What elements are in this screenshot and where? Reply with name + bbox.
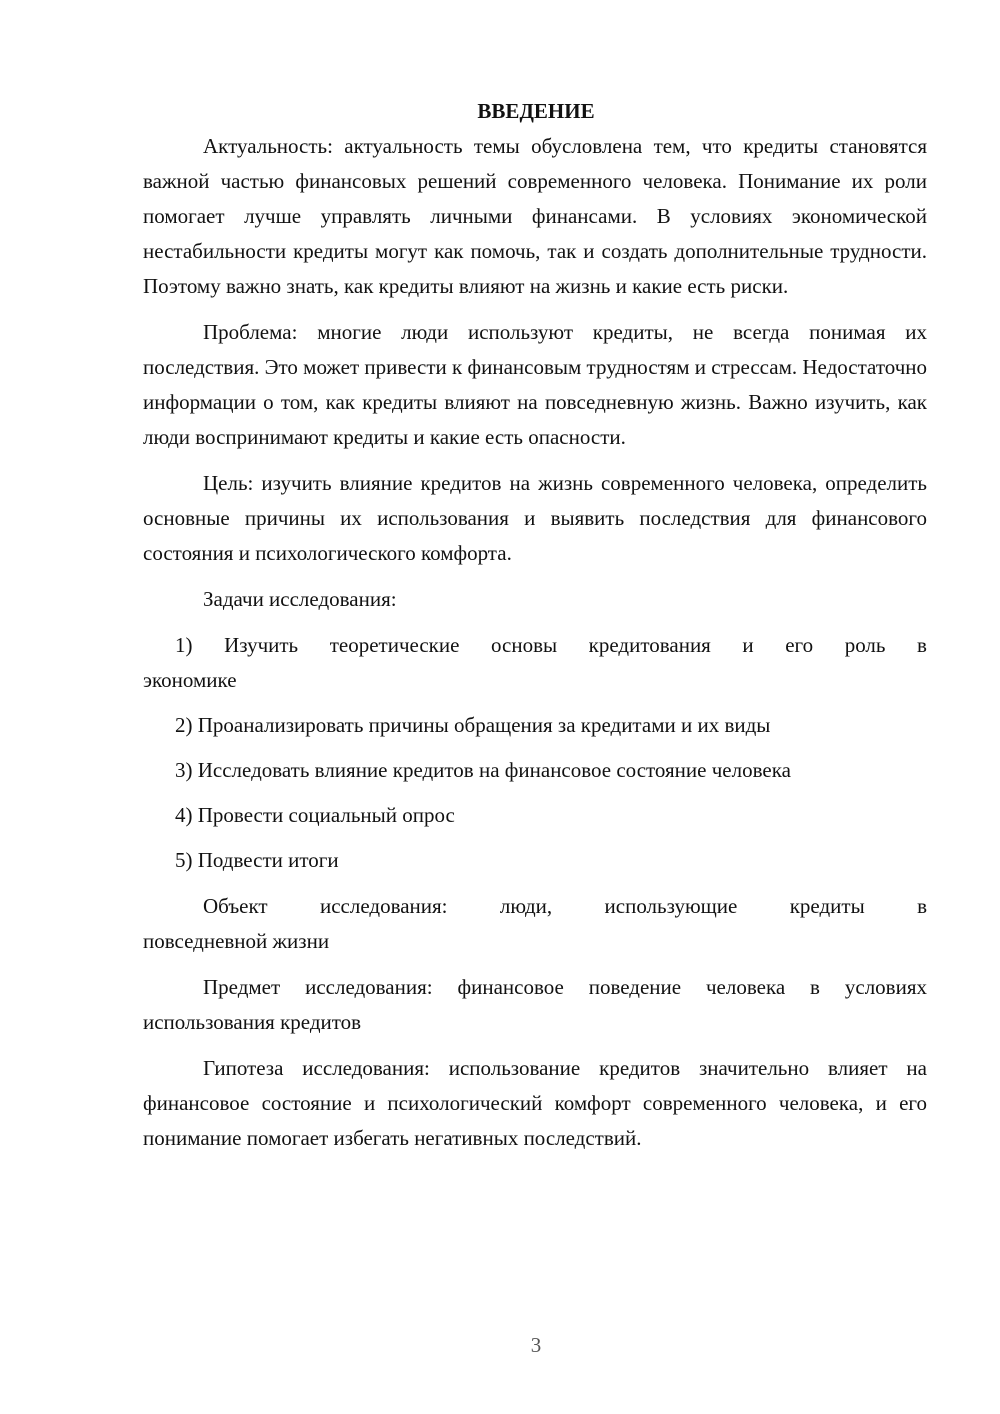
task-item-1 — [143, 628, 927, 698]
task-item-1-first-line — [143, 628, 927, 663]
problem-paragraph: Проблема: многие люди используют кредиты, не всегда понимая их последствия. Это может привести к финансовым трудностям и стрессам. Недостаточно информации о том, как кредиты влияют на повседневную жизнь. Важно изучить, как люди воспринимают кредиты и какие есть опасности. — [143, 320, 927, 449]
object-word: кредиты — [789, 894, 865, 918]
page-title: ВВЕДЕНИЕ — [477, 99, 595, 123]
task-1-word: его — [785, 633, 814, 657]
task-1-word: теоретические — [329, 633, 460, 657]
task-item-4: 4) Провести социальный опрос — [175, 803, 455, 827]
object-word: Объект — [203, 894, 268, 918]
object-tail: повседневной жизни — [143, 929, 330, 953]
task-1-word: в — [917, 633, 927, 657]
object-first-line — [143, 889, 927, 924]
task-item-1-tail: экономике — [143, 668, 237, 692]
task-1-word: основы — [491, 633, 558, 657]
task-item-3: 3) Исследовать влияние кредитов на финансовое состояние человека — [175, 758, 791, 782]
task-1-word: 1) — [175, 633, 193, 657]
hypothesis-paragraph: Гипотеза исследования: использование кредитов значительно влияет на финансовое состояние и психологический комфорт современного человека, и его понимание помогает избегать негативных последствий. — [143, 1056, 927, 1150]
object-word: использующие — [604, 894, 738, 918]
object-word: люди, — [499, 894, 553, 918]
task-1-word: кредитования — [588, 633, 711, 657]
task-1-word: и — [742, 633, 754, 657]
object-paragraph — [143, 889, 927, 959]
tasks-heading: Задачи исследования: — [203, 587, 397, 611]
goal-paragraph: Цель: изучить влияние кредитов на жизнь современного человека, определить основные причины их использования и выявить последствия для финансового состояния и психологического комфорта. — [143, 471, 927, 565]
task-item-2: 2) Проанализировать причины обращения за кредитами и их виды — [175, 713, 771, 737]
task-item-5: 5) Подвести итоги — [175, 848, 339, 872]
page-number: 3 — [530, 1333, 542, 1357]
subject-paragraph: Предмет исследования: финансовое поведение человека в условиях использования кредитов — [143, 975, 927, 1034]
task-1-word: Изучить — [224, 633, 299, 657]
relevance-paragraph: Актуальность: актуальность темы обусловлена тем, что кредиты становятся важной частью финансовых решений современного человека. Понимание их роли помогает лучше управлять личными финансами. В условиях экономической нестабильности кредиты могут как помочь, так и создать дополнительные трудности. Поэтому важно знать, как кредиты влияют на жизнь и какие есть риски. — [143, 134, 927, 298]
object-word: в — [917, 894, 927, 918]
object-word: исследования: — [319, 894, 448, 918]
page-body — [143, 94, 927, 1156]
task-1-word: роль — [844, 633, 886, 657]
